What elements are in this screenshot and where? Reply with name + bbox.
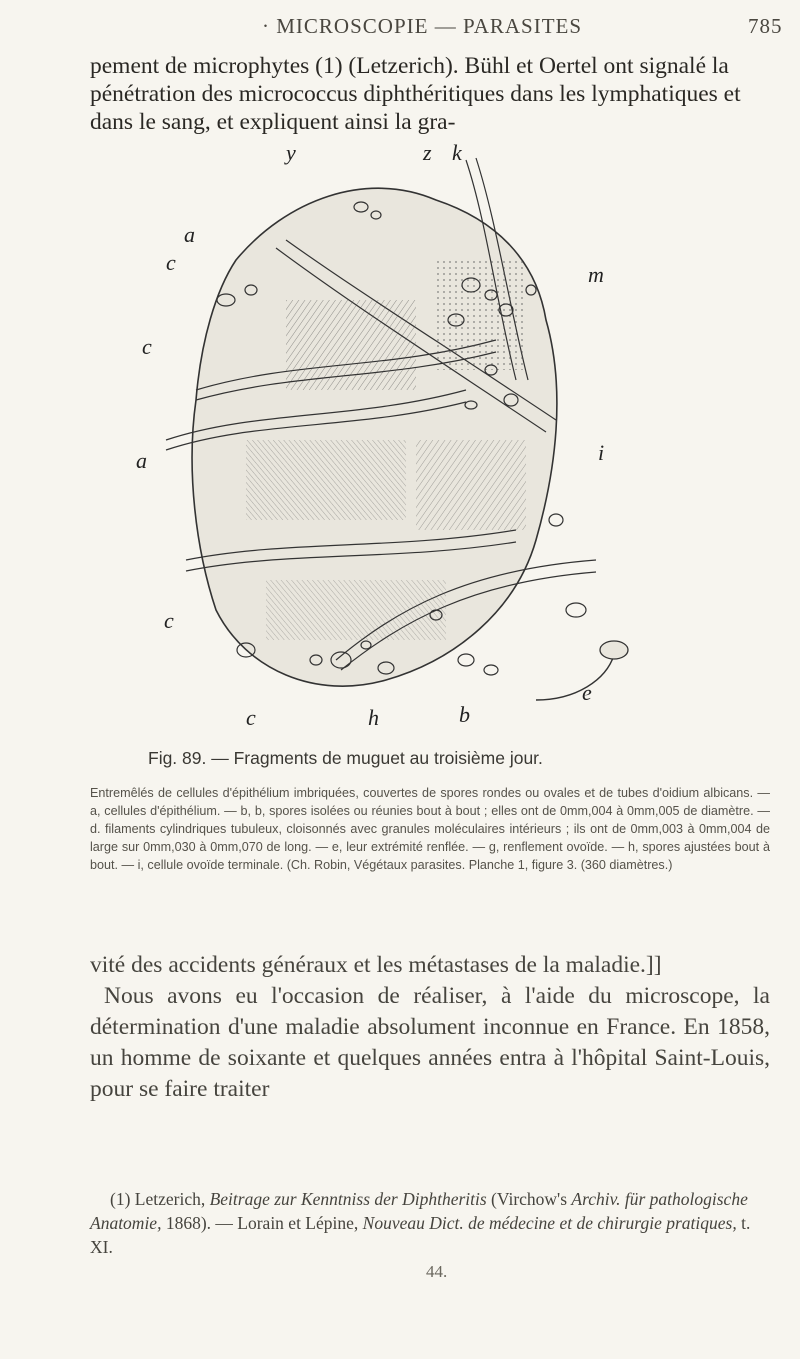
figure-label-b: b — [459, 702, 470, 727]
spore — [458, 654, 474, 666]
footnote-tome: t. XI. — [90, 1213, 751, 1257]
muguet-engraving — [136, 140, 676, 732]
body-paragraph-1: vité des accidents généraux et les métastases de la maladie.]] — [90, 952, 662, 978]
figure-label-z: z — [423, 140, 432, 165]
footnote — [90, 1187, 770, 1259]
spore — [484, 665, 498, 675]
figure-label-y: y — [286, 140, 296, 165]
spore — [549, 514, 563, 526]
figure-label-e: e — [582, 680, 592, 705]
running-title: · MICROSCOPIE — PARASITES — [262, 14, 583, 38]
footnote-number: (1) — [110, 1189, 131, 1209]
intro-text: pement de microphytes (1) (Letzerich). Bühl et Oertel ont signalé la pénétration des micrococcus diphthéritiques dans les lymphatiques et dans le sang, et expliquent ainsi la gra- — [90, 53, 741, 135]
figure-label-c: c — [164, 608, 174, 633]
figure-label-m: m — [588, 262, 604, 287]
footnote-dictionary: Nouveau Dict. de médecine et de chirurgie pratiques, — [362, 1213, 737, 1233]
figure-label-c: c — [166, 250, 176, 275]
hatched-cell — [286, 300, 416, 390]
filament-swelling — [536, 655, 614, 700]
body-text — [90, 950, 770, 1105]
figure-label-k: k — [452, 140, 462, 165]
figure-label-a-upper: a — [184, 222, 195, 247]
footnote-source: (Virchow's — [491, 1189, 568, 1209]
intro-paragraph — [90, 52, 770, 136]
body-paragraph-2: Nous avons eu l'occasion de réaliser, à l'aide du microscope, la détermination d'une maladie absolument inconnue en France. En 1858, un homme de soixante et quelques années entra à l'hôpital Saint-Louis, pour se faire traiter — [90, 983, 770, 1102]
footnote-work: Beitrage zur Kenntniss der Diphtheritis — [209, 1189, 487, 1209]
figure-legend — [90, 784, 770, 874]
figure-label-a-left: a — [136, 448, 147, 473]
figure-label-i: i — [598, 440, 605, 465]
hatched-cell — [266, 580, 446, 640]
page-number: 785 — [748, 14, 783, 38]
spore — [566, 603, 586, 617]
running-head — [0, 14, 800, 42]
hatched-cell — [246, 440, 406, 520]
terminal-ovoid-cell — [600, 641, 628, 659]
granular-cell — [436, 260, 526, 370]
hatched-cell — [416, 440, 526, 530]
figure-89-illustration — [136, 140, 676, 732]
figure-label-c: c — [142, 334, 152, 359]
footnote-year: 1868). — Lorain et Lépine, — [165, 1213, 359, 1233]
figure-caption: Fig. 89. — Fragments de muguet au troisième jour. — [148, 748, 543, 768]
legend-text: Entremêlés de cellules d'épithélium imbriquées, couvertes de spores rondes ou ovales et de tubes d'oidium albicans. — a, cellules d'épithélium. — b, b, spores isolées ou réunies bout à bout ; elles ont de 0mm,004 à 0mm,005 de diamètre. — d. filaments cylindriques tubuleux, cloisonnés avec granules moléculaires intérieurs ; ils ont de 0mm,003 à 0mm,004 de large sur 0mm,030 à 0mm,070 de long. — e, leur extrémité renflée. — g, renflement ovoïde. — h, spores ajustées bout à bout. — i, cellule ovoïde terminale. (Ch. Robin, Végétaux parasites. Planche 1, figure 3. (360 diamètres.) — [90, 786, 770, 872]
footnote-journal: Archiv. für pathologische Anatomie, — [90, 1189, 748, 1233]
signature-mark: 44. — [426, 1262, 448, 1281]
figure-label-h: h — [368, 705, 379, 730]
footnote-author: Letzerich, — [134, 1189, 206, 1209]
figure-label-c: c — [246, 705, 256, 730]
